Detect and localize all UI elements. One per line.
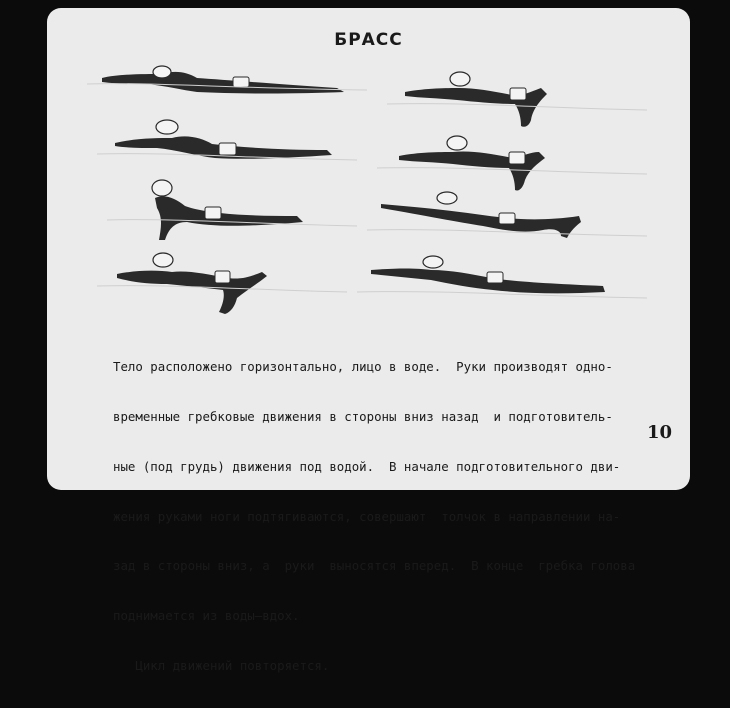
description-line: Тело расположено горизонтально, лицо в воде. Руки производят одно- (113, 359, 613, 375)
slide (47, 8, 690, 673)
swimmer-figure-5 (387, 72, 647, 127)
page-number: 10 (647, 422, 673, 443)
description-line: временные гребковые движения в стороны вниз назад и подготовитель- (113, 408, 613, 424)
swimmer-figure-4 (97, 253, 347, 314)
swimmer-figure-3 (107, 180, 357, 240)
description-line: Цикл движений повторяется. (113, 657, 330, 673)
slide-title: БРАСС (334, 30, 403, 50)
swimmer-figure-1 (87, 66, 367, 94)
description-line: жения руками ноги подтягиваются, совершают толчок в направлении на- (113, 508, 621, 524)
swimmer-figure-6 (377, 136, 647, 191)
swimmer-figure-2 (97, 120, 357, 160)
description-line: зад в стороны вниз, а руки выносятся вперед. В конце гребка голова (113, 558, 636, 574)
description-line: ные (под грудь) движения под водой. В начале подготовительного дви- (113, 458, 621, 474)
stroke-description (113, 326, 653, 708)
description-line: поднимается из воды—вдох. (113, 608, 300, 624)
swimmer-figure-8 (357, 256, 647, 298)
swimmer-figure-7 (367, 192, 647, 238)
